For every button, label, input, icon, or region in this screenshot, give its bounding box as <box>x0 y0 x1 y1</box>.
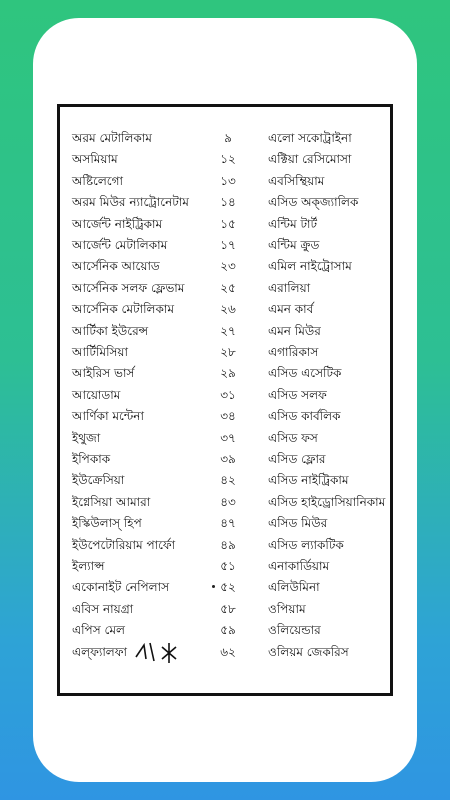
page-number: ২৩ <box>220 259 236 274</box>
remedy-name-right: এসিড এসেটিক <box>268 366 342 381</box>
index-row <box>60 619 390 641</box>
remedy-name-left: অষ্টিলেগো <box>72 173 123 188</box>
index-row <box>60 127 390 149</box>
remedy-name-left: অসমিয়াম <box>72 152 118 167</box>
remedy-name-left: আর্সেনিক আয়োড <box>72 259 160 274</box>
page-number: ৫২ <box>220 580 236 595</box>
index-row <box>60 341 390 363</box>
page-number: ২৫ <box>220 280 236 295</box>
remedy-name-left: এপিস মেল <box>72 623 125 638</box>
remedy-name-right: এমন কার্ব <box>268 302 314 317</box>
remedy-name-right: এসিড মিউর <box>268 516 328 531</box>
ink-dot <box>212 585 215 588</box>
page-number: ৫৯ <box>220 623 236 638</box>
remedy-name-right: এন্টিম ক্রুড <box>268 238 320 252</box>
remedy-name-left: ইউপেটোরিয়াম পার্ফো <box>72 537 176 552</box>
remedy-name-right: এরালিয়া <box>268 280 311 295</box>
remedy-name-right: এমন মিউর <box>268 323 321 338</box>
remedy-name-left: আর্ণিকা মন্টেনা <box>72 409 144 424</box>
remedy-name-left: ইউক্রেসিয়া <box>72 473 125 488</box>
remedy-name-left: এল্‌ফ্যালফা <box>72 644 127 659</box>
handwritten-scribble <box>132 639 182 665</box>
index-row <box>60 598 390 620</box>
index-row <box>60 255 390 277</box>
remedy-name-right: ওপিয়াম <box>268 601 306 616</box>
index-row <box>60 213 390 235</box>
index-row <box>60 320 390 342</box>
page-number: ১৭ <box>220 238 236 252</box>
page-number: ২৬ <box>220 302 236 317</box>
page-number: ৪৩ <box>220 494 236 509</box>
remedy-name-left: ইপিকাক <box>72 452 111 466</box>
index-row <box>60 405 390 427</box>
index-row <box>60 362 390 384</box>
page-number: ৯ <box>224 131 232 145</box>
index-row <box>60 298 390 320</box>
remedy-name-right: এবসিম্থিয়াম <box>268 173 325 188</box>
page-number: ৩১ <box>220 387 236 402</box>
index-row <box>60 448 390 470</box>
remedy-name-right: এমিল নাইট্রোসাম <box>268 259 352 274</box>
page-number: ৪৯ <box>220 537 236 552</box>
remedy-name-right: এসিড ল্যাকটিক <box>268 537 344 552</box>
remedy-name-right: ওলিয়েন্ডার <box>268 623 321 638</box>
remedy-name-right: ওলিয়ম জেকরিস <box>268 644 349 659</box>
remedy-name-left: আয়োডাম <box>72 387 121 402</box>
page-number: ১৫ <box>220 216 236 231</box>
index-row <box>60 170 390 192</box>
remedy-name-left: অরম মেটালিকাম <box>72 131 152 145</box>
remedy-name-left: ইথুজা <box>72 430 101 445</box>
remedy-name-right: এনাকার্ডিয়াম <box>268 559 330 573</box>
remedy-name-left: আর্সেনিক সলফ ফ্লেভাম <box>72 280 185 295</box>
page-number: ১২ <box>220 152 236 167</box>
remedy-name-left: আর্জেন্ট নাইট্রিকাম <box>72 216 163 231</box>
index-row <box>60 555 390 577</box>
remedy-name-right: এসিড সলফ <box>268 387 327 402</box>
page-number: ৬২ <box>220 644 236 659</box>
index-row <box>60 234 390 256</box>
page-number: ২৭ <box>220 323 236 338</box>
page-number: ২৮ <box>220 345 236 359</box>
remedy-name-right: এগারিকাস <box>268 345 319 359</box>
remedy-name-left: ইল্যাপ্স <box>72 559 105 573</box>
remedy-name-left: একোনাইট নেপিলাস <box>72 580 170 595</box>
remedy-name-right: এসিড অক্জ্যালিক <box>268 195 359 210</box>
remedy-name-right: এন্টিম টার্ট <box>268 216 318 231</box>
remedy-name-right: এসিড নাইট্রিকাম <box>268 473 349 488</box>
remedy-name-right: এসিড হাইড্রোসিয়ানিকাম <box>268 494 386 509</box>
index-row <box>60 427 390 449</box>
page-number: ৪৭ <box>220 516 236 531</box>
page-number: ২৯ <box>220 366 236 381</box>
index-row <box>60 491 390 513</box>
remedy-name-left: ইগ্নেসিয়া আমারা <box>72 494 151 509</box>
index-row <box>60 148 390 170</box>
page-number: ৩৪ <box>220 409 236 424</box>
remedy-name-right: এসিড ফ্লোর <box>268 452 326 466</box>
page-number: ৪২ <box>220 473 236 488</box>
index-row <box>60 469 390 491</box>
remedy-name-left: আর্টিকা ইউরেন্স <box>72 323 149 338</box>
remedy-name-left: ইস্কিউলাস্ হিপ <box>72 516 142 531</box>
page-number: ১৩ <box>220 173 236 188</box>
index-page <box>57 104 393 696</box>
remedy-name-left: অরম মিউর ন্যাট্রোনেটাম <box>72 195 189 210</box>
index-row <box>60 277 390 299</box>
remedy-name-right: এলো সকোট্রাইনা <box>268 131 352 145</box>
page-number: ৩৭ <box>220 430 236 445</box>
index-row <box>60 384 390 406</box>
page-number: ১৪ <box>220 195 236 210</box>
index-row <box>60 191 390 213</box>
page-number: ৩৯ <box>220 452 236 466</box>
index-row <box>60 512 390 534</box>
index-row <box>60 576 390 598</box>
page-number: ৫১ <box>220 559 236 573</box>
remedy-name-left: আইরিস ভার্স <box>72 366 135 381</box>
remedy-name-right: এসিড ফস <box>268 430 318 445</box>
remedy-name-right: এক্টিয়া রেসিমোসা <box>268 152 352 167</box>
index-row <box>60 641 390 663</box>
index-row <box>60 534 390 556</box>
remedy-name-left: আর্সেনিক মেটালিকাম <box>72 302 175 317</box>
remedy-name-left: আর্জেন্ট মেটালিকাম <box>72 238 168 252</box>
remedy-name-left: আর্টিমিসিয়া <box>72 345 128 359</box>
remedy-name-right: এসিড কার্বলিক <box>268 409 341 424</box>
page-number: ৫৮ <box>220 601 236 616</box>
remedy-name-left: এবিস নায়গ্রা <box>72 601 134 616</box>
remedy-name-right: এলিউমিনা <box>268 580 320 595</box>
